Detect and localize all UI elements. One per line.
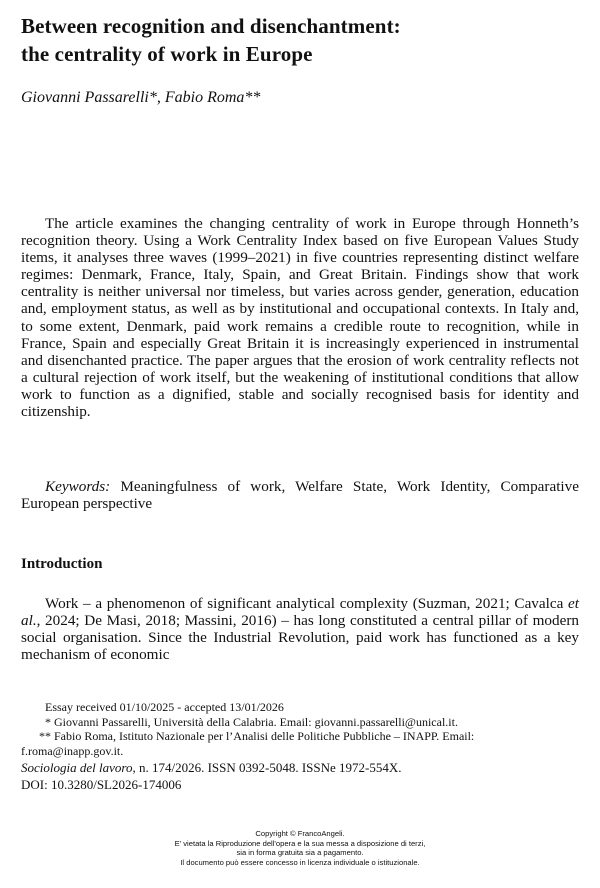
footnote-author-2-line-1: ** Fabio Roma, Istituto Nazionale per l’Analisi delle Politiche Pubbliche – INAPP. Email: [39, 729, 475, 743]
keywords-label: Keywords: [45, 478, 111, 495]
copyright-line-4: Il documento può essere concesso in licenza individuale o istituzionale. [180, 857, 420, 867]
footnote-received: Essay received 01/10/2025 - accepted 13/01/2026 [45, 700, 284, 714]
doi-line: DOI: 10.3280/SL2026-174006 [21, 777, 182, 792]
footnotes-block [21, 700, 581, 793]
journal-name: Sociologia del lavoro [21, 760, 133, 775]
copyright-line-3: sia in forma gratuita sia a pagamento. [236, 848, 364, 858]
introduction-paragraph [21, 595, 579, 663]
journal-citation [21, 759, 581, 776]
keywords-paragraph [21, 478, 579, 512]
journal-details: , n. 174/2026. ISSN 0392-5048. ISSNe 1972-554X. [132, 760, 402, 775]
keywords-text: Meaningfulness of work, Welfare State, Work Identity, Comparative European perspective [21, 478, 579, 513]
article-title-line-2: the centrality of work in Europe [21, 42, 313, 66]
copyright-line-1: Copyright © FrancoAngeli. [255, 829, 345, 838]
article-authors: Giovanni Passarelli*, Fabio Roma** [21, 89, 261, 106]
copyright-line-2: E’ vietata la Riproduzione dell'opera e la sua messa a disposizione di terzi, [174, 838, 426, 848]
introduction-heading: Introduction [21, 556, 103, 572]
footnote-author-2-line-2: f.roma@inapp.gov.it. [21, 743, 124, 758]
introduction-text-part-2: , 2024; De Masi, 2018; Massini, 2016) – has long constituted a central pillar of modern social organisation. Since the Industrial Revolution, paid work has functioned as a key mechanism of economic [21, 612, 579, 664]
article-title [21, 12, 581, 68]
article-title-line-1: Between recognition and disenchantment: [21, 14, 401, 38]
introduction-text-italic: et al. [21, 595, 579, 630]
footnote-author-1: * Giovanni Passarelli, Università della Calabria. Email: giovanni.passarelli@unical.it. [45, 714, 458, 729]
introduction-text-part-1: Work – a phenomenon of significant analytical complexity (Suzman, 2021; Cavalca [45, 595, 569, 612]
abstract-paragraph: The article examines the changing centrality of work in Europe through Honneth’s recognition theory. Using a Work Centrality Index based on five European Values Study items, it analyses three waves (1999–2021) in five countries representing distinct welfare regimes: Denmark, France, Italy, Spain, and Great Britain. Findings show that work centrality is neither universal nor timeless, but varies across gender, generation, education and, employment status, as well as by institutional and occupational contexts. In Italy and, to some extent, Denmark, paid work remains a credible route to recognition, while in France, Spain and especially Great Britain it is increasingly experienced in instrumental and disenchanted practice. The paper argues that the erosion of work centrality reflects not a cultural rejection of work itself, but the weakening of institutional conditions that allow work to function as a dignified, stable and socially recognised basis for identity and citizenship. [21, 215, 579, 421]
copyright-notice [0, 829, 600, 867]
